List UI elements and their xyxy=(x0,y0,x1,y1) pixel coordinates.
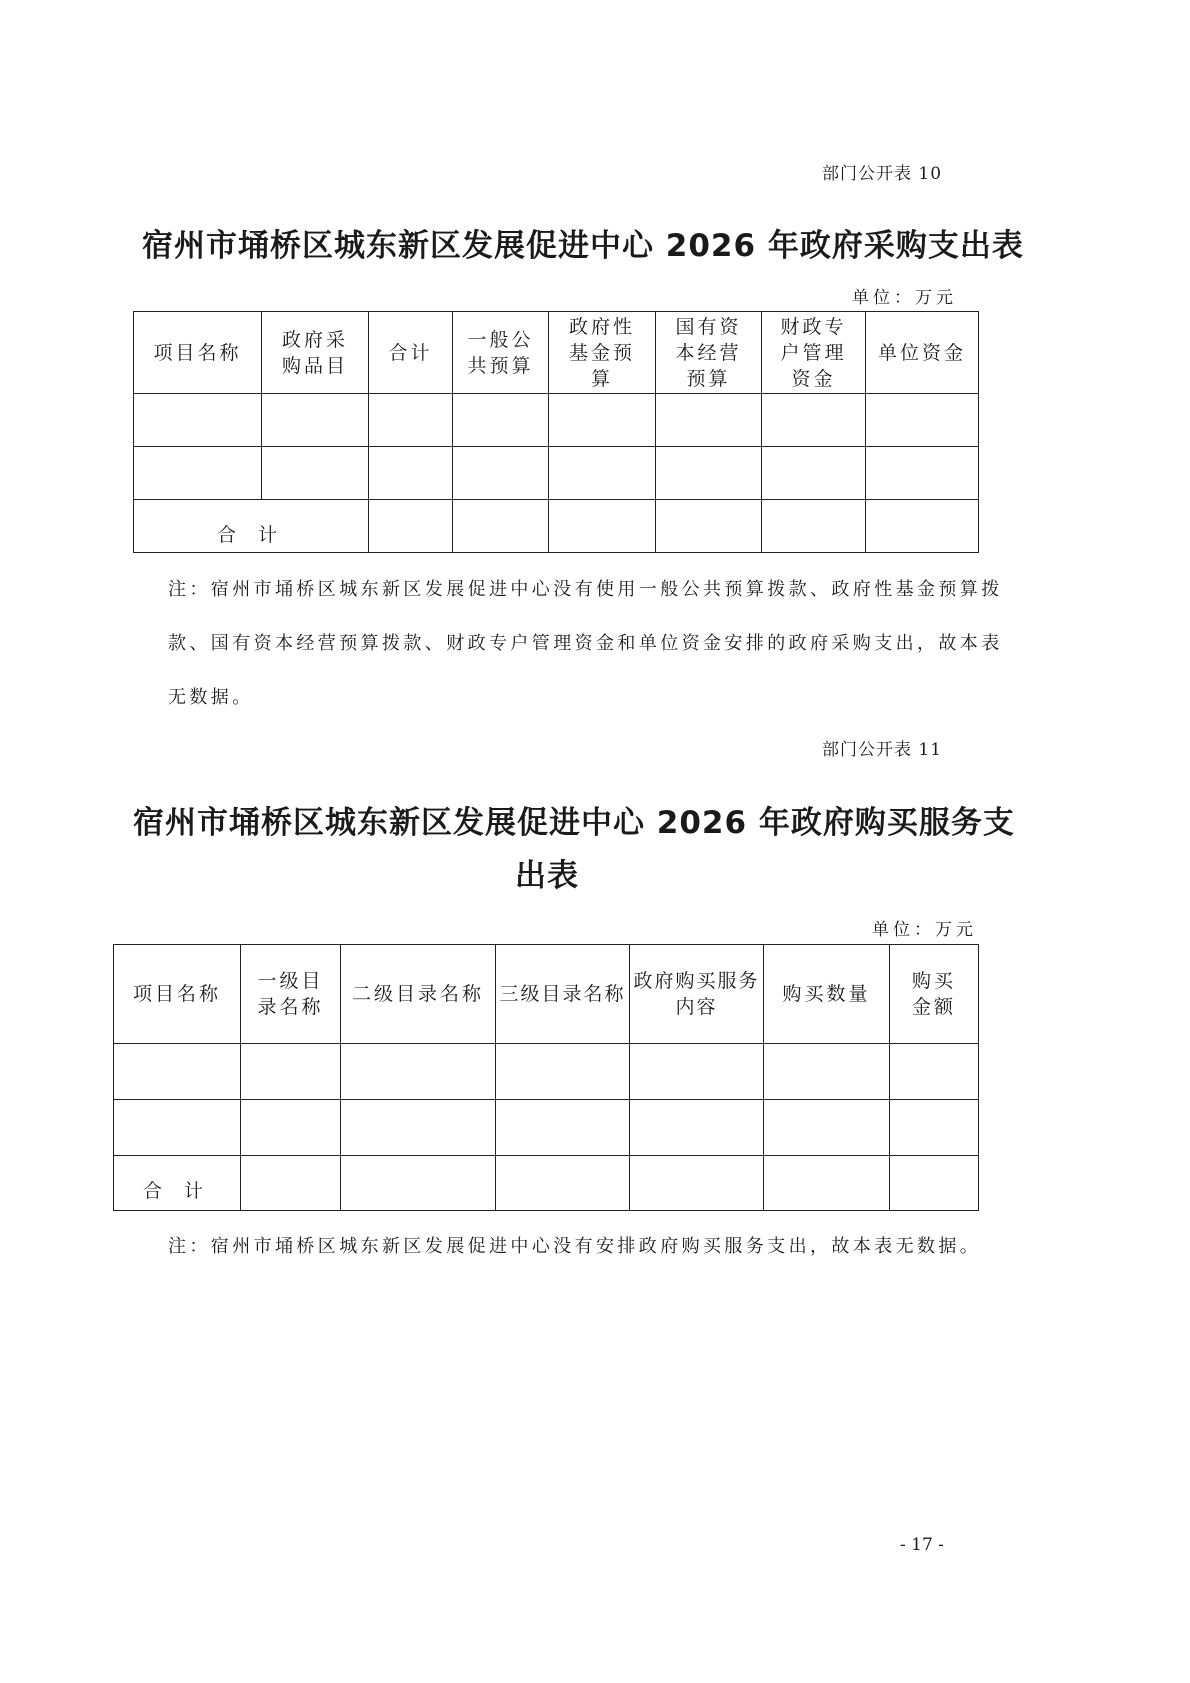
table11-header-cell: 项目名称 xyxy=(114,945,241,1044)
table10-header-cell: 一般公共预算 xyxy=(453,312,549,394)
table11-header-cell: 二级目录名称 xyxy=(341,945,496,1044)
table11-note: 注：宿州市埇桥区城东新区发展促进中心没有安排政府购买服务支出，故本表无数据。 xyxy=(168,1236,982,1257)
table11-grid xyxy=(113,944,979,1211)
table11-total-label: 合 计 xyxy=(114,1156,241,1211)
table11-title-line1: 宿州市埇桥区城东新区发展促进中心 2026 年政府购买服务支 xyxy=(133,805,1015,841)
table10-grid xyxy=(133,311,979,553)
table-row xyxy=(114,1044,979,1100)
table11-tag: 部门公开表 11 xyxy=(822,740,943,760)
table-row xyxy=(134,394,979,447)
table11-title-line2: 出表 xyxy=(515,858,579,894)
table10-unit: 单位：万元 xyxy=(852,288,957,308)
table10-total-row xyxy=(134,500,979,553)
table11-header-cell: 购买金额 xyxy=(890,945,979,1044)
table10-header-cell: 政府性基金预算 xyxy=(549,312,656,394)
table10-header-cell: 国有资本经营预算 xyxy=(656,312,762,394)
table10-header-cell: 政府采购品目 xyxy=(262,312,369,394)
table10-header-cell: 单位资金 xyxy=(866,312,979,394)
table-row xyxy=(114,1100,979,1156)
table10-tag: 部门公开表 10 xyxy=(822,164,943,184)
table11-header-cell: 购买数量 xyxy=(764,945,890,1044)
table11-unit: 单位：万元 xyxy=(872,920,977,940)
table10-note: 注：宿州市埇桥区城东新区发展促进中心没有使用一般公共预算拨款、政府性基金预算拨款、国有资本经营预算拨款、财政专户管理资金和单位资金安排的政府采购支出，故本表无数据。 xyxy=(168,579,1003,708)
table10-title: 宿州市埇桥区城东新区发展促进中心 2026 年政府采购支出表 xyxy=(142,228,1024,264)
page-number: - 17 - xyxy=(900,1535,944,1555)
table10-header-cell: 财政专户管理资金 xyxy=(762,312,866,394)
table10-header-cell: 项目名称 xyxy=(134,312,262,394)
table11-total-row xyxy=(114,1156,979,1211)
table10-header-row xyxy=(134,312,979,394)
table11-header-cell: 三级目录名称 xyxy=(496,945,630,1044)
table-row xyxy=(134,447,979,500)
table11-header-cell: 政府购买服务内容 xyxy=(630,945,764,1044)
table11-header-cell: 一级目录名称 xyxy=(241,945,341,1044)
table10-header-cell: 合计 xyxy=(369,312,453,394)
table11-header-row xyxy=(114,945,979,1044)
table10-total-label: 合 计 xyxy=(134,500,369,553)
